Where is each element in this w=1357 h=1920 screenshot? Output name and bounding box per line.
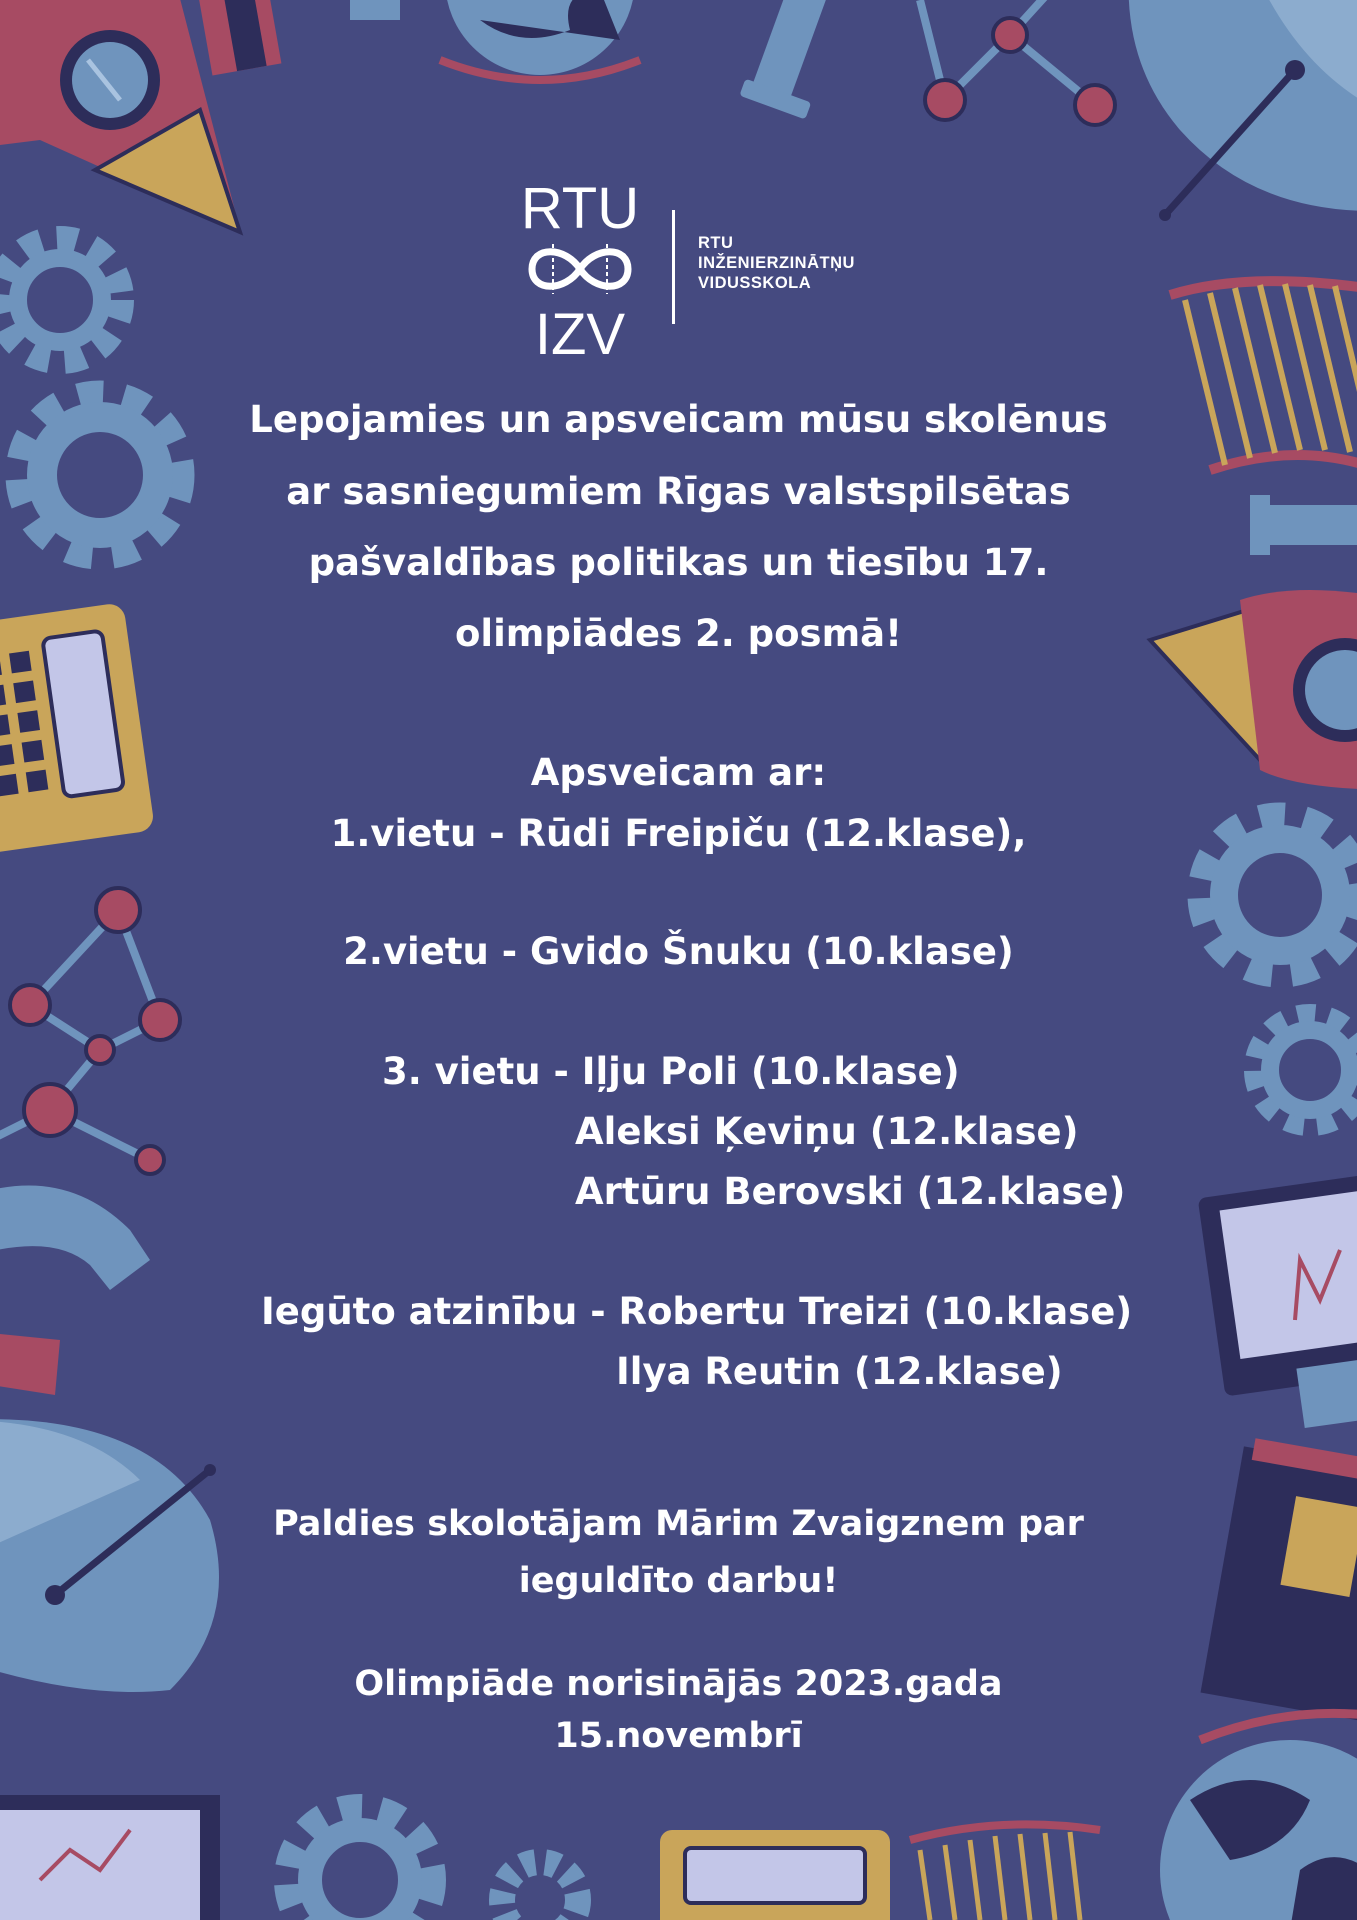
headline-line: pašvaldības politikas un tiesību 17. bbox=[308, 541, 1049, 584]
school-name bbox=[698, 233, 855, 293]
school-name-line: RTU bbox=[698, 234, 734, 252]
satellite-dish-icon bbox=[0, 1419, 219, 1692]
logo-divider bbox=[672, 210, 675, 324]
rtu-izv-emblem bbox=[520, 176, 640, 366]
first-place: 1.vietu - Rūdi Freipiču (12.klase), bbox=[330, 812, 1027, 855]
magnet-icon bbox=[0, 1185, 150, 1395]
emblem-top-text: RTU bbox=[520, 176, 640, 241]
satellite-dish-icon bbox=[1129, 0, 1357, 221]
third-place: Aleksi Ķeviņu (12.klase) bbox=[575, 1110, 1079, 1153]
emblem-bottom-text: IZV bbox=[534, 302, 626, 366]
dna-icon bbox=[1170, 281, 1357, 470]
headline-line: ar sasniegumiem Rīgas valstspilsētas bbox=[286, 470, 1071, 513]
rocket-icon bbox=[0, 0, 240, 232]
date-line: Olimpiāde norisinājās 2023.gada bbox=[354, 1664, 1003, 1704]
gear-icon bbox=[1260, 1020, 1357, 1120]
third-place: 3. vietu - Iļju Poli (10.klase) bbox=[382, 1050, 960, 1093]
thanks-line: Paldies skolotājam Mārim Zvaigznem par bbox=[273, 1504, 1084, 1544]
school-name-line: VIDUSSKOLA bbox=[698, 274, 812, 292]
congrats-heading: Apsveicam ar: bbox=[530, 751, 827, 794]
gear-icon bbox=[5, 245, 115, 355]
school-name-line: INŽENIERZINĀTŅU bbox=[698, 254, 855, 272]
flask-icon bbox=[739, 0, 829, 119]
recognition: Ilya Reutin (12.klase) bbox=[616, 1350, 1063, 1393]
recognition: Iegūto atzinību - Robertu Treizi (10.klase) bbox=[261, 1290, 1133, 1333]
thanks-line: ieguldīto darbu! bbox=[518, 1561, 839, 1601]
calculator-icon bbox=[660, 1830, 890, 1920]
date-line: 15.novembrī bbox=[554, 1716, 803, 1756]
headline-line: olimpiādes 2. posmā! bbox=[455, 612, 902, 655]
molecule-icon bbox=[920, 0, 1115, 125]
test-tube-icon bbox=[199, 0, 400, 75]
dna-icon bbox=[910, 1824, 1100, 1920]
laptop-icon bbox=[1198, 1171, 1357, 1428]
gear-icon bbox=[295, 1815, 425, 1920]
school-logo bbox=[520, 176, 880, 366]
infinity-icon bbox=[532, 252, 628, 287]
laptop-icon bbox=[0, 1795, 220, 1920]
second-place: 2.vietu - Gvido Šnuku (10.klase) bbox=[343, 930, 1014, 973]
third-place: Artūru Berovski (12.klase) bbox=[575, 1170, 1126, 1213]
gear-icon bbox=[502, 1862, 578, 1920]
globe-icon bbox=[440, 0, 640, 80]
headline-line: Lepojamies un apsveicam mūsu skolēnus bbox=[249, 398, 1108, 441]
